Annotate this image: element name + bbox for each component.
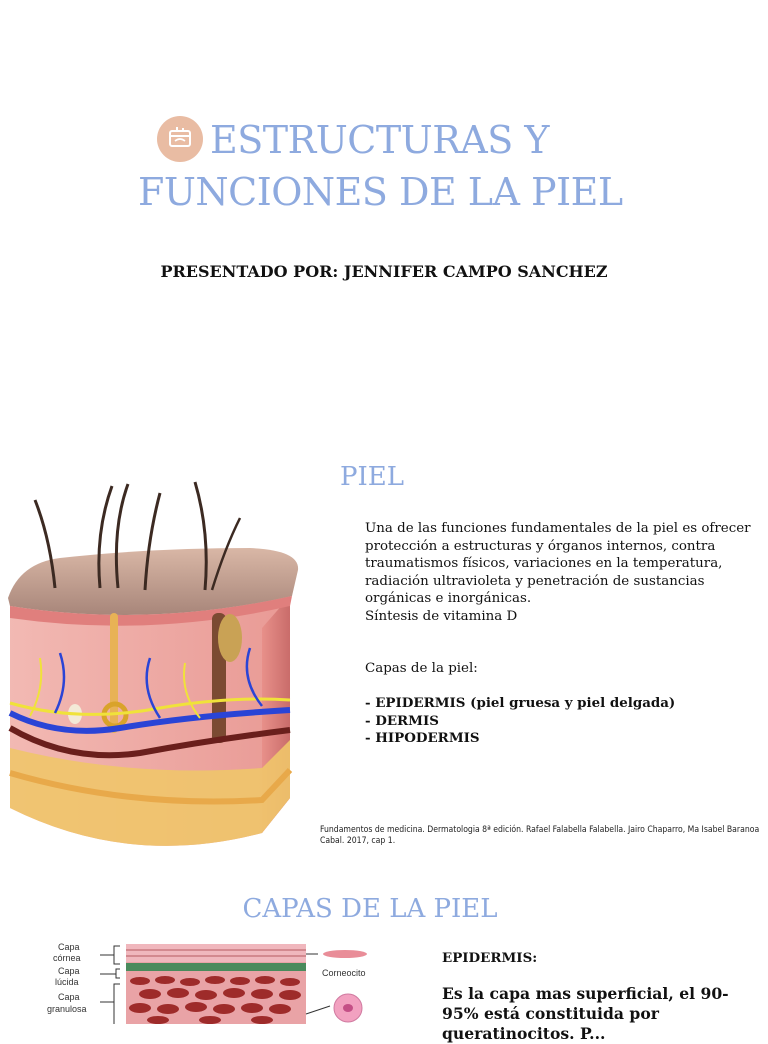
layer-item-hipodermis: - HIPODERMIS	[365, 730, 480, 746]
label-granulosa-1: Capa	[58, 992, 80, 1002]
layer-item-epidermis: - EPIDERMIS (piel gruesa y piel delgada)	[365, 695, 676, 711]
epidermis-description	[442, 984, 742, 1044]
section-heading-capas: CAPAS DE LA PIEL	[242, 894, 498, 924]
text-line: Es la capa mas superficial, el 90-	[442, 984, 729, 1003]
text-line: traumatismos físicos, variaciones en la temperatura,	[365, 556, 723, 571]
label-lucida-1: Capa	[58, 966, 80, 976]
label-corneocito: Corneocito	[322, 968, 366, 978]
section-heading-piel: PIEL	[340, 462, 405, 492]
title-badge	[157, 116, 203, 162]
epidermis-heading: EPIDERMIS:	[442, 950, 538, 966]
citation: Fundamentos de medicina. Dermatologia 8ª edición. Rafael Falabella Falabella. Jairo Chaparro, Ma Isabel Baranoa Cabal. 2017, cap 1.	[320, 825, 760, 846]
text-line: Síntesis de vitamina D	[365, 608, 518, 624]
page-title-line2: FUNCIONES DE LA PIEL	[138, 170, 623, 214]
skin-layers-list	[365, 660, 755, 748]
skin-layers-icon	[157, 116, 203, 162]
text-line: radiación ultravioleta y penetración de sustancias	[365, 573, 705, 589]
text-line: 95% está constituida por	[442, 1004, 659, 1023]
text-line: queratinocitos. P...	[442, 1024, 606, 1043]
layer-item-dermis: - DERMIS	[365, 712, 439, 729]
page-title-line1: ESTRUCTURAS Y	[210, 118, 549, 162]
label-cornea-1: Capa	[58, 942, 80, 952]
text-line: protección a estructuras y órganos internos, contra	[365, 538, 716, 554]
text-line: Una de las funciones fundamentales de la piel es ofrecer	[365, 521, 751, 536]
piel-description	[365, 520, 755, 625]
text-line: orgánicas e inorgánicas.	[365, 591, 532, 606]
label-granulosa-2: granulosa	[47, 1004, 87, 1014]
label-lucida-2: lúcida	[55, 977, 79, 987]
skin-cross-section-illustration	[0, 478, 305, 868]
layers-title: Capas de la piel:	[365, 661, 478, 676]
epidermis-layers-diagram	[0, 936, 425, 1024]
presenter-byline: PRESENTADO POR: JENNIFER CAMPO SANCHEZ	[160, 262, 608, 281]
label-cornea-2: córnea	[53, 953, 81, 963]
